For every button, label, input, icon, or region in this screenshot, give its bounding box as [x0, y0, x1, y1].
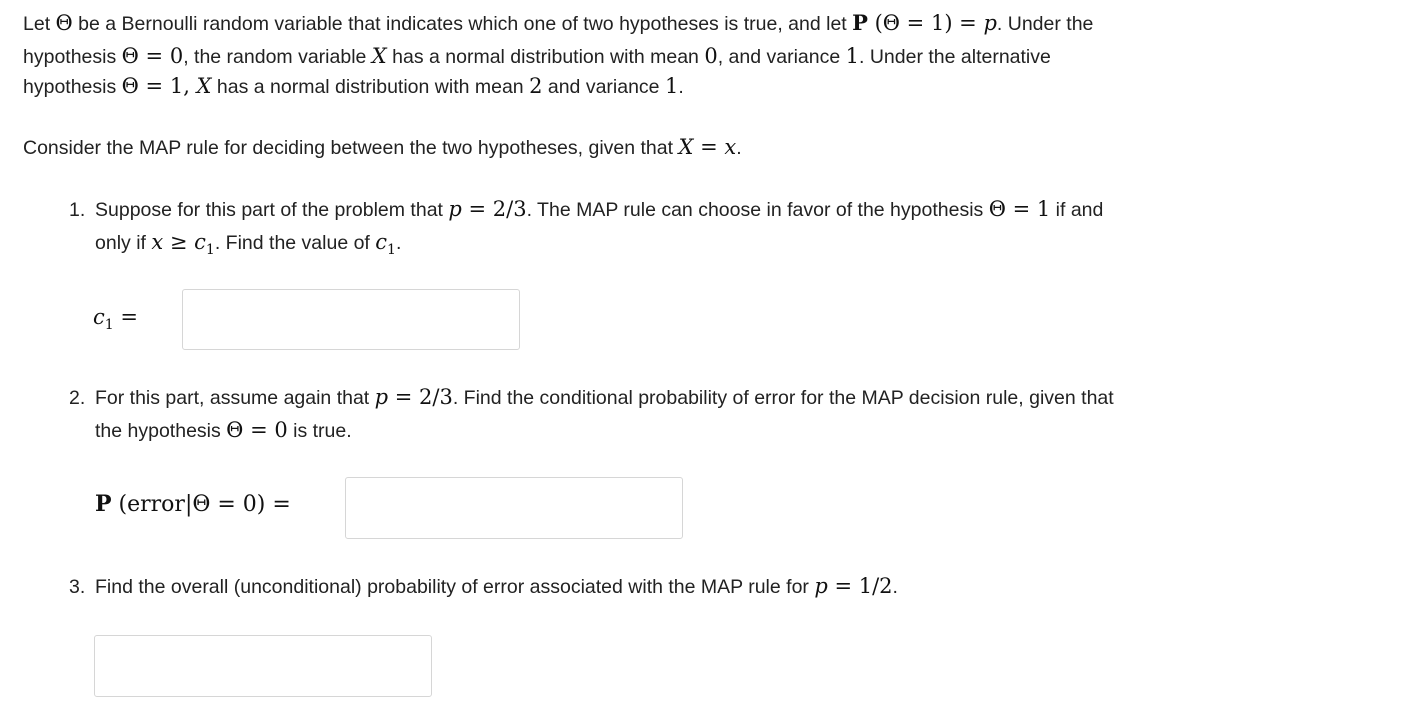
- intro-text: be a Bernoulli random variable that indicates which one of two hypotheses is true, and let: [72, 13, 853, 35]
- math-two: 2: [529, 74, 543, 98]
- q2-number: 2.: [69, 387, 86, 409]
- intro-text: , and variance: [717, 46, 846, 68]
- math-subscript: 1: [205, 241, 215, 258]
- intro-text: has a normal distribution with mean: [211, 76, 530, 98]
- q1-line-1: [69, 196, 1103, 223]
- intro-text: . Under the: [996, 13, 1094, 35]
- math-subscript: 1: [387, 241, 396, 258]
- math-one: 1: [664, 74, 679, 98]
- q1-text: .: [395, 232, 402, 254]
- math-x: x: [724, 135, 737, 159]
- math-p-value: = 1/2: [827, 574, 893, 598]
- math-zero: 0: [704, 44, 718, 68]
- q2-line-1: [69, 384, 1114, 411]
- intro-text: .: [678, 76, 684, 98]
- math-P: P: [852, 10, 868, 35]
- math-p: p: [814, 574, 828, 598]
- q2-text: the hypothesis: [95, 420, 227, 442]
- math-p: p: [983, 11, 997, 35]
- math-theta-eq-0: Θ = 0: [226, 418, 288, 442]
- math-X: X: [678, 135, 694, 159]
- math-comma: ,: [183, 74, 197, 98]
- math-p-value: = 2/3: [461, 197, 527, 221]
- math-one: 1: [845, 44, 859, 68]
- math-c: c: [194, 230, 206, 254]
- q2-answer-label: [95, 491, 291, 517]
- math-P: P: [95, 491, 112, 517]
- intro-text: , the random variable: [183, 46, 372, 68]
- q2-line-2: [95, 417, 352, 444]
- q2-text: For this part, assume again that: [95, 387, 375, 409]
- consider-line: [23, 134, 742, 161]
- math-eq: =: [693, 135, 725, 159]
- q1-answer-input[interactable]: [182, 289, 520, 350]
- q1-text: only if: [95, 232, 152, 254]
- intro-text: and variance: [542, 76, 665, 98]
- q2-text: . Find the conditional probability of error for the MAP decision rule, given that: [452, 387, 1114, 409]
- math-subscript: 1: [104, 317, 114, 334]
- q1-answer-label: [93, 305, 138, 333]
- math-X: X: [371, 44, 387, 68]
- intro-text: hypothesis: [23, 46, 122, 68]
- math-theta: Θ: [55, 11, 73, 35]
- q3-number: 3.: [69, 576, 86, 598]
- math-prob-expr: (Θ = 1) =: [867, 11, 984, 35]
- intro-text: Let: [23, 13, 56, 35]
- math-error-expr: (error|Θ = 0) =: [111, 492, 291, 517]
- math-geq: ≥: [163, 230, 195, 254]
- q1-number: 1.: [69, 199, 86, 221]
- math-p: p: [448, 197, 462, 221]
- math-c: c: [375, 230, 388, 254]
- math-c: c: [93, 305, 105, 329]
- math-X: X: [196, 74, 212, 98]
- math-theta-eq-0: Θ = 0: [121, 44, 184, 68]
- q3-answer-input[interactable]: [94, 635, 432, 697]
- intro-text: has a normal distribution with mean: [386, 46, 705, 68]
- math-p: p: [374, 385, 389, 409]
- math-theta-eq-1: Θ = 1: [988, 197, 1051, 221]
- q1-text: . Find the value of: [214, 232, 376, 254]
- q1-line-2: [95, 229, 401, 263]
- intro-line-2: [23, 43, 1051, 70]
- math-p-value: = 2/3: [388, 385, 453, 409]
- q2-answer-input[interactable]: [345, 477, 683, 539]
- q3-text: Find the overall (unconditional) probability of error associated with the MAP rule for: [95, 576, 815, 598]
- intro-text: hypothesis: [23, 76, 122, 98]
- intro-text: . Under the alternative: [859, 46, 1051, 68]
- q1-text: . The MAP rule can choose in favor of the hypothesis: [526, 199, 989, 221]
- intro-line-1: [23, 10, 1093, 37]
- q2-text: is true.: [287, 420, 352, 442]
- math-eq: =: [113, 305, 138, 329]
- q3-text: .: [892, 576, 898, 598]
- consider-text: .: [736, 137, 742, 159]
- q1-text: if and: [1050, 199, 1104, 221]
- q1-text: Suppose for this part of the problem that: [95, 199, 449, 221]
- consider-text: Consider the MAP rule for deciding between the two hypotheses, given that: [23, 137, 679, 159]
- q3-line-1: [69, 573, 898, 600]
- math-theta-eq-1: Θ = 1: [121, 74, 184, 98]
- math-x: x: [151, 230, 164, 254]
- intro-line-3: [23, 73, 684, 100]
